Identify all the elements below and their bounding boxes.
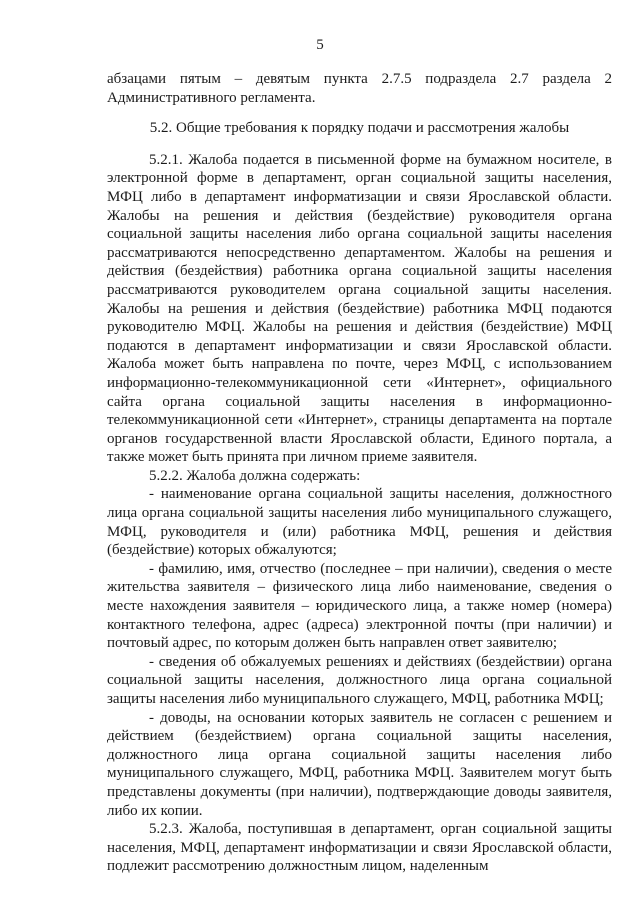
page-number: 5 xyxy=(316,37,324,53)
list-item-authority-name: - наименование органа социальной защиты населения, должностного лица органа социальной защиты населения либо муниципального служащего, МФЦ, руководителя и (или) работника МФЦ, решения и действия (бездействие) которых обжалуются; xyxy=(107,486,612,559)
document-body xyxy=(107,70,612,876)
list-item-applicant-details: - фамилию, имя, отчество (последнее – при наличии), сведения о месте жительства заявителя – физического лица либо наименование, сведения о месте нахождения заявителя – юридического лица, а также номер (номера) контактного телефона, адрес (адреса) электронной почты (при наличии) и почтовый адрес, по которым должен быть направлен ответ заявителю; xyxy=(107,560,612,652)
paragraph-5-2-2: 5.2.2. Жалоба должна содержать: xyxy=(149,467,361,484)
paragraph-5-2-1: 5.2.1. Жалоба подается в письменной форме на бумажном носителе, в электронной форме в департамент, орган социальной защиты населения, МФЦ либо в департамент информатизации и связи Ярославской области. Жалобы на решения и действия (бездействие) руководителя органа социальной защиты населения либо органа социальной защиты населения рассматриваются непосредственно департаментом. Жалобы на решения и действия (бездействия) работника органа социальной защиты населения рассматриваются руководителем органа социальной защиты населения. Жалобы на решения и действия (бездействие) работника МФЦ подаются руководителю МФЦ. Жалобы на решения и действия (бездействие) МФЦ подаются в департамент информатизации и связи Ярославской области. Жалоба может быть направлена по почте, через МФЦ, с использованием информационно-телекоммуникационной сети «Интернет», официального сайта органа социальной защиты населения в информационно-телекоммуникационной сети «Интернет», страницы департамента на портале органов государственной власти Ярославской области, Единого портала, а также может быть принята при личном приеме заявителя. xyxy=(107,151,612,466)
list-item-arguments: - доводы, на основании которых заявитель не согласен с решением и действием (бездействием) органа социальной защиты населения, должностного лица органа социальной защиты населения либо муниципального служащего, МФЦ, работника МФЦ. Заявителем могут быть представлены документы (при наличии), подтверждающие доводы заявителя, либо их копии. xyxy=(107,709,612,819)
section-heading: 5.2. Общие требования к порядку подачи и рассмотрения жалобы xyxy=(149,120,570,137)
continuation-paragraph: абзацами пятым – девятым пункта 2.7.5 подраздела 2.7 раздела 2 Административного регламента. xyxy=(107,71,612,106)
list-item-appealed-decisions: - сведения об обжалуемых решениях и действиях (бездействии) органа социальной защиты населения, должностного лица органа социальной защиты населения либо муниципального служащего, МФЦ, работника МФЦ; xyxy=(107,653,612,707)
paragraph-5-2-3: 5.2.3. Жалоба, поступившая в департамент, орган социальной защиты населения, МФЦ, департамент информатизации и связи Ярославской области, подлежит рассмотрению должностным лицом, наделенным xyxy=(107,821,612,875)
